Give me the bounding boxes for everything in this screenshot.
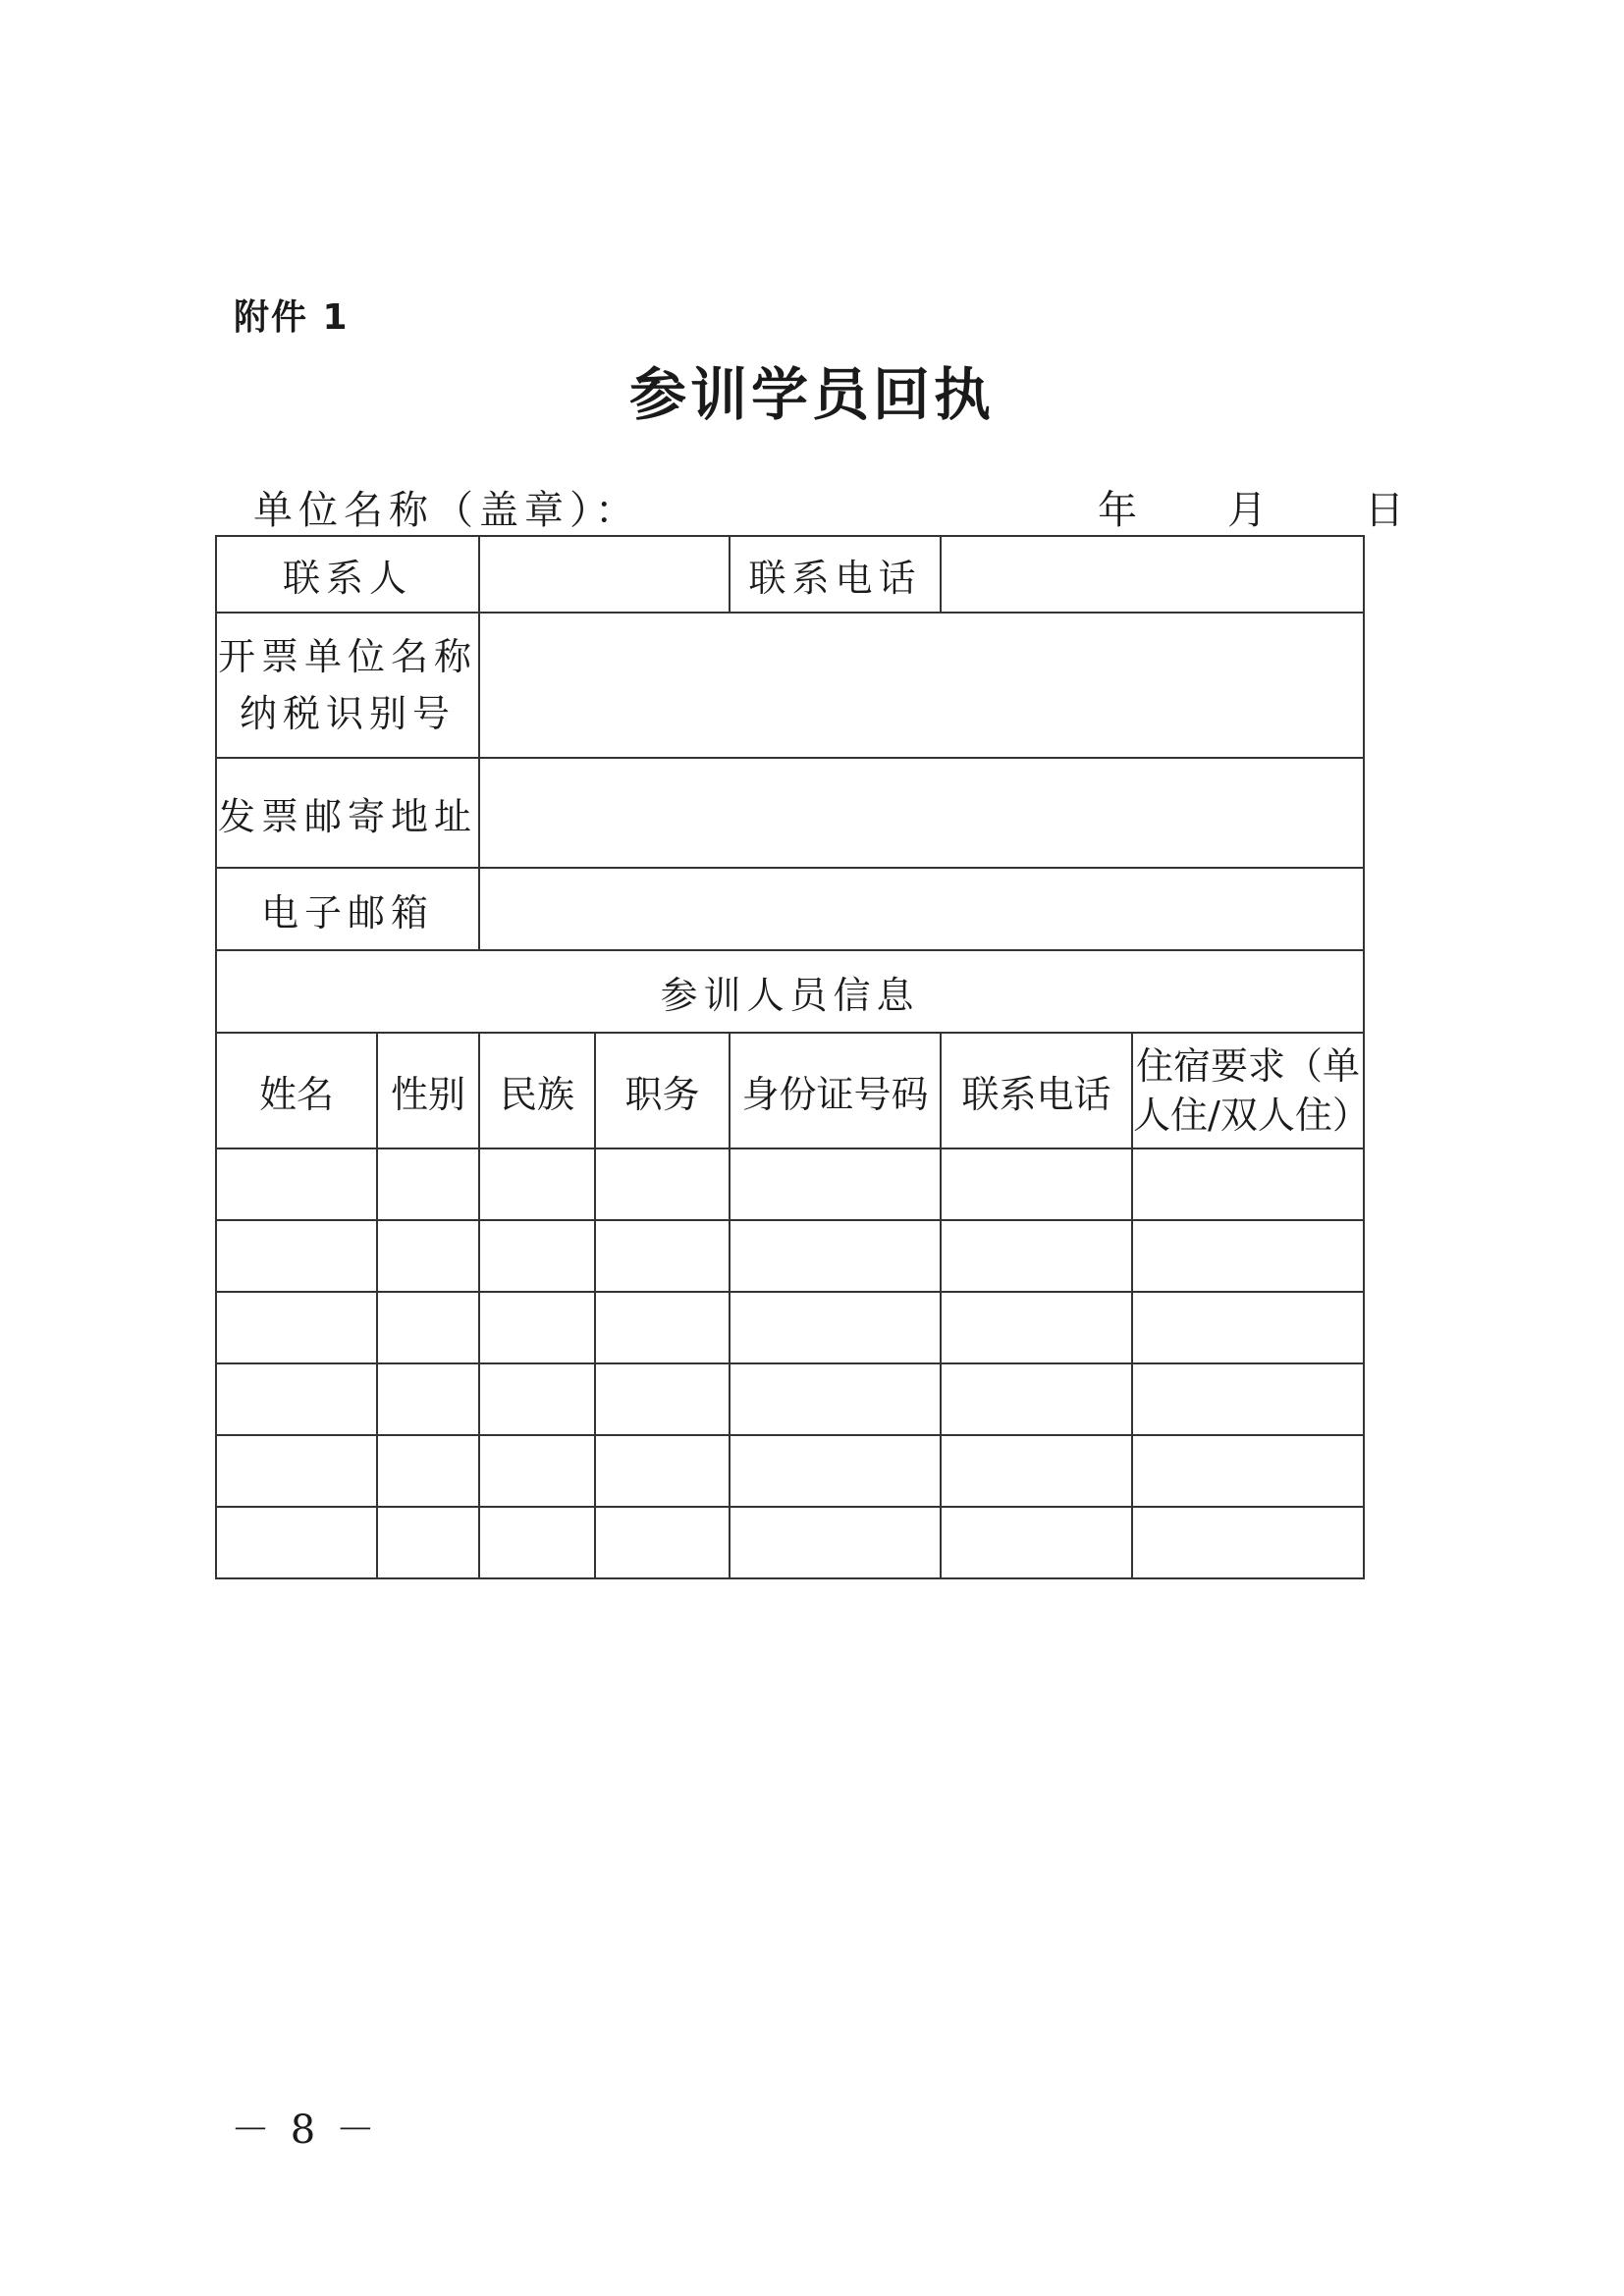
cell-position[interactable] xyxy=(595,1148,730,1220)
cell-id-number[interactable] xyxy=(730,1507,941,1578)
cell-ethnicity[interactable] xyxy=(479,1507,595,1578)
document-title: 参训学员回执 xyxy=(628,361,995,428)
invoice-address-label: 发票邮寄地址 xyxy=(216,758,479,868)
cell-position[interactable] xyxy=(595,1363,730,1435)
contact-phone-label: 联系电话 xyxy=(730,536,941,613)
cell-ethnicity[interactable] xyxy=(479,1220,595,1292)
cell-name[interactable] xyxy=(216,1435,377,1507)
cell-name[interactable] xyxy=(216,1220,377,1292)
cell-phone[interactable] xyxy=(941,1363,1132,1435)
table-row xyxy=(216,1220,1364,1292)
cell-accommodation[interactable] xyxy=(1132,1148,1364,1220)
col-header-accommodation: 住宿要求（单人住/双人住） xyxy=(1132,1033,1364,1148)
col-header-id-number: 身份证号码 xyxy=(730,1033,941,1148)
cell-ethnicity[interactable] xyxy=(479,1435,595,1507)
table-row xyxy=(216,1148,1364,1220)
cell-phone[interactable] xyxy=(941,1507,1132,1578)
invoice-unit-row xyxy=(216,613,1364,758)
col-header-ethnicity: 民族 xyxy=(479,1033,595,1148)
cell-ethnicity[interactable] xyxy=(479,1363,595,1435)
contact-row xyxy=(216,536,1364,613)
col-header-phone: 联系电话 xyxy=(941,1033,1132,1148)
cell-phone[interactable] xyxy=(941,1435,1132,1507)
cell-position[interactable] xyxy=(595,1507,730,1578)
cell-gender[interactable] xyxy=(377,1220,479,1292)
col-header-name: 姓名 xyxy=(216,1033,377,1148)
contact-person-field[interactable] xyxy=(479,536,730,613)
cell-name[interactable] xyxy=(216,1363,377,1435)
email-row xyxy=(216,868,1364,950)
cell-position[interactable] xyxy=(595,1435,730,1507)
cell-id-number[interactable] xyxy=(730,1292,941,1363)
email-field[interactable] xyxy=(479,868,1364,950)
invoice-address-field[interactable] xyxy=(479,758,1364,868)
cell-accommodation[interactable] xyxy=(1132,1507,1364,1578)
table-row xyxy=(216,1292,1364,1363)
section-title-row xyxy=(216,950,1364,1033)
cell-name[interactable] xyxy=(216,1507,377,1578)
email-label: 电子邮箱 xyxy=(216,868,479,950)
page-number: － 8 － xyxy=(231,2108,379,2153)
tax-id-label: 纳税识别号 xyxy=(240,692,457,735)
date-year-label: 年 xyxy=(1098,488,1137,533)
invoice-unit-name-label: 开票单位名称 xyxy=(218,635,478,678)
cell-name[interactable] xyxy=(216,1148,377,1220)
cell-phone[interactable] xyxy=(941,1292,1132,1363)
attachment-label: 附件 1 xyxy=(234,297,350,338)
date-month-label: 月 xyxy=(1227,488,1267,533)
receipt-table xyxy=(215,535,1370,1579)
invoice-unit-label xyxy=(216,613,479,758)
cell-ethnicity[interactable] xyxy=(479,1292,595,1363)
cell-accommodation[interactable] xyxy=(1132,1363,1364,1435)
col-header-position: 职务 xyxy=(595,1033,730,1148)
col-header-gender: 性别 xyxy=(377,1033,479,1148)
cell-position[interactable] xyxy=(595,1220,730,1292)
date-day-label: 日 xyxy=(1365,488,1404,533)
cell-gender[interactable] xyxy=(377,1507,479,1578)
invoice-unit-field[interactable] xyxy=(479,613,1364,758)
invoice-address-row xyxy=(216,758,1364,868)
cell-gender[interactable] xyxy=(377,1148,479,1220)
contact-phone-field[interactable] xyxy=(941,536,1364,613)
unit-name-label: 单位名称（盖章）： xyxy=(253,488,640,533)
cell-gender[interactable] xyxy=(377,1363,479,1435)
cell-position[interactable] xyxy=(595,1292,730,1363)
cell-id-number[interactable] xyxy=(730,1363,941,1435)
cell-phone[interactable] xyxy=(941,1148,1132,1220)
cell-id-number[interactable] xyxy=(730,1148,941,1220)
cell-name[interactable] xyxy=(216,1292,377,1363)
cell-gender[interactable] xyxy=(377,1435,479,1507)
column-header-row xyxy=(216,1033,1364,1148)
cell-accommodation[interactable] xyxy=(1132,1220,1364,1292)
cell-phone[interactable] xyxy=(941,1220,1132,1292)
table-row xyxy=(216,1363,1364,1435)
table-row xyxy=(216,1507,1364,1578)
cell-accommodation[interactable] xyxy=(1132,1292,1364,1363)
cell-accommodation[interactable] xyxy=(1132,1435,1364,1507)
contact-person-label: 联系人 xyxy=(216,536,479,613)
table-row xyxy=(216,1435,1364,1507)
cell-id-number[interactable] xyxy=(730,1435,941,1507)
trainee-info-title: 参训人员信息 xyxy=(216,950,1364,1033)
cell-ethnicity[interactable] xyxy=(479,1148,595,1220)
cell-id-number[interactable] xyxy=(730,1220,941,1292)
cell-gender[interactable] xyxy=(377,1292,479,1363)
